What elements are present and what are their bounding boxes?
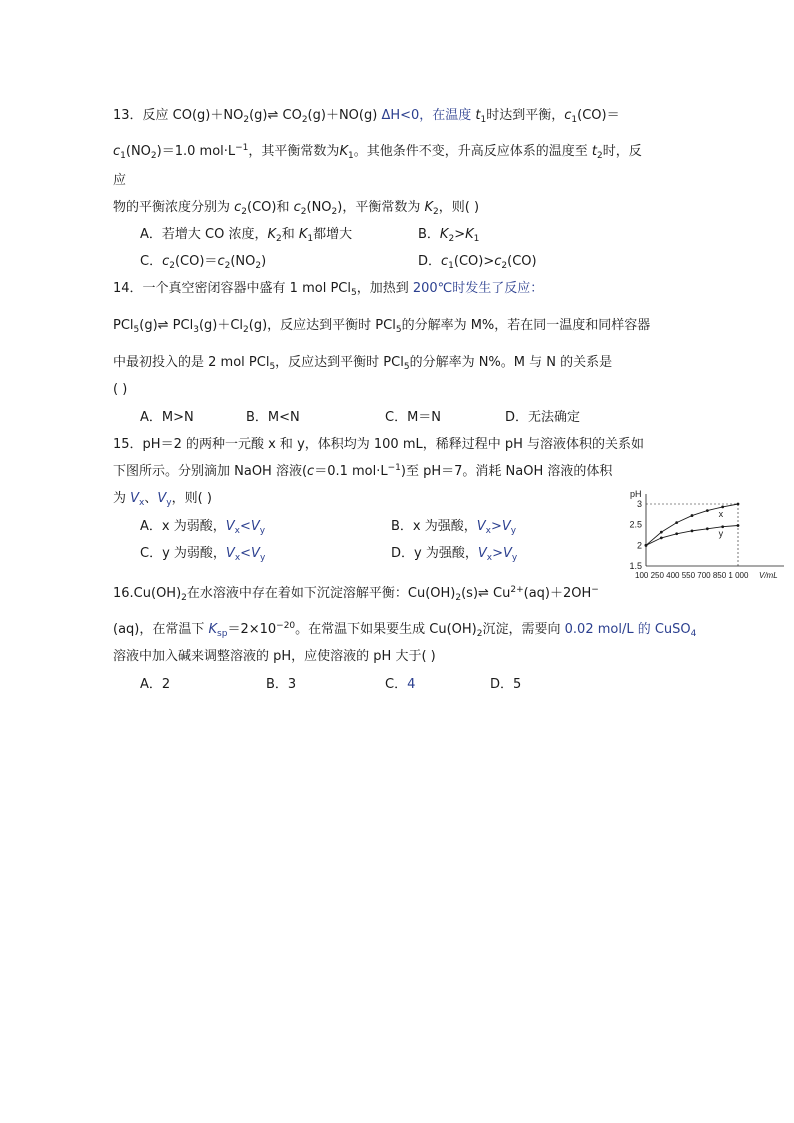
q15-line-1: 15．pH＝2 的两种一元酸 x 和 y，体积均为 100 mL，稀释过程中 pH 与溶液体积的关系如 [113,437,645,452]
q16-option-b[interactable]: B．3 [266,677,297,692]
q13-option-d[interactable]: D．$c_1(CO)>c_2(CO)$ [418,254,537,271]
chart-y-tick-0: 1.5 [629,561,642,571]
chart-y-tick-1: 2 [636,540,642,551]
series-x-point [706,509,709,512]
series-x-point [675,521,678,524]
q14-option-a[interactable]: A．M>N [140,410,194,425]
series-y-point [675,532,678,535]
series-x-point [660,531,663,534]
chart-y-label: pH [630,489,642,499]
q16-option-d[interactable]: D．5 [490,677,522,692]
series-y-line [646,525,738,545]
chart-y-tick-2: 2.5 [629,519,642,530]
q16-option-c[interactable]: C．4 [385,677,416,692]
q16-line-3: 溶液中加入碱来调整溶液的 pH，应使溶液的 pH 大于( ) [113,649,436,664]
series-x-point [721,505,724,508]
q14-line-2: PCl$_5$(g)⇌ $PCl_3(g)+Cl_2(g)$，反应达到平衡时 PCl$_5$的分解率为 M%，若在同一温度和同样容器 [113,318,651,335]
series-x-point [691,514,694,517]
q13-option-c[interactable]: C．$c_2(CO)=c_2(NO_2)$ [140,254,267,271]
ph-volume-chart [628,488,788,583]
chart-series [645,503,740,547]
q13-line-3: 应 [113,173,127,188]
chart-x-label: V/mL [759,571,778,580]
chart-y-ticks [629,499,642,571]
series-y-point [691,529,694,532]
q14-line-3: 中最初投入的是 2 mol PCl$_5$，反应达到平衡时 PCl$_5$的分解率为 N%。M 与 N 的关系是 [113,355,613,372]
series-y-point [645,544,648,547]
series-x-point [737,503,740,506]
q13-line-1: 13．反应 $CO(g)+NO_2(g)\rightleftharpoons$ $CO_2(g)+NO(g)$ ΔH<0，在温度 $t_1$时达到平衡，$c_1(CO)=$ [113,108,620,125]
q16-line-2: (aq)，在常温下 $K_{sp}=2\times 10^{-20}$。在常温下如果要生成 $Cu(OH)_2$沉淀，需要向 0.02 mol/L 的 CuSO$_4$ [113,621,697,639]
q15-option-c[interactable]: C．y 为弱酸，$V_x<V_y$ [140,546,266,563]
chart-guides [646,504,738,566]
q15-option-a[interactable]: A．x 为弱酸，$V_x<V_y$ [140,519,266,536]
q13-option-a[interactable]: A．若增大 CO 浓度，$K_2$和 $K_1$都增大 [140,227,353,244]
series-y-point [721,525,724,528]
q13-line-2: $c_1(NO_2)=1.0$ $mol\cdot L^{-1}$，其平衡常数为$K_1$。其他条件不变，升高反应体系的温度至 $t_2$时，反 [113,143,642,161]
series-y-point [706,527,709,530]
q15-option-d[interactable]: D．y 为强酸，$V_x>V_y$ [391,546,518,563]
q14-option-c[interactable]: C．M＝N [385,410,442,425]
q13-line-4: 物的平衡浓度分别为 $c_2(CO)$和 $c_2(NO_2)$，平衡常数为 $K_2$，则( ) [113,200,480,217]
series-x-label: x [718,508,724,519]
q14-option-b[interactable]: B．M<N [246,410,300,425]
q15-option-b[interactable]: B．x 为强酸，$V_x>V_y$ [391,519,517,536]
q14-line-1: 14．一个真空密闭容器中盛有 1 mol PCl$_5$，加热到 200℃时发生了反应： [113,281,544,298]
q14-line-4: ( ) [113,382,128,397]
series-y-point [737,524,740,527]
q15-line-2: 下图所示。分别滴加 NaOH 溶液(c＝0.1 $mol\cdot L^{-1}$)至 pH＝7。消耗 NaOH 溶液的体积 [113,463,613,479]
q16-line-1: $16.Cu(OH)_2$在水溶液中存在着如下沉淀溶解平衡：$Cu(OH)_2(s)\rightleftharpoons$ $Cu^{2+}(aq)+2OH^-$ [113,585,599,603]
q14-option-d[interactable]: D．无法确定 [505,410,581,425]
chart-x-ticks: 100 250 400 550 700 850 1 000 [635,571,749,580]
q15-line-3: 为 $V_x$、$V_y$，则( ) [113,491,212,508]
chart-y-tick-3: 3 [636,499,642,509]
q16-option-a[interactable]: A．2 [140,677,171,692]
series-y-point [660,536,663,539]
q13-option-b[interactable]: B．$K_2>K_1$ [418,227,480,244]
series-y-label: y [718,528,724,539]
